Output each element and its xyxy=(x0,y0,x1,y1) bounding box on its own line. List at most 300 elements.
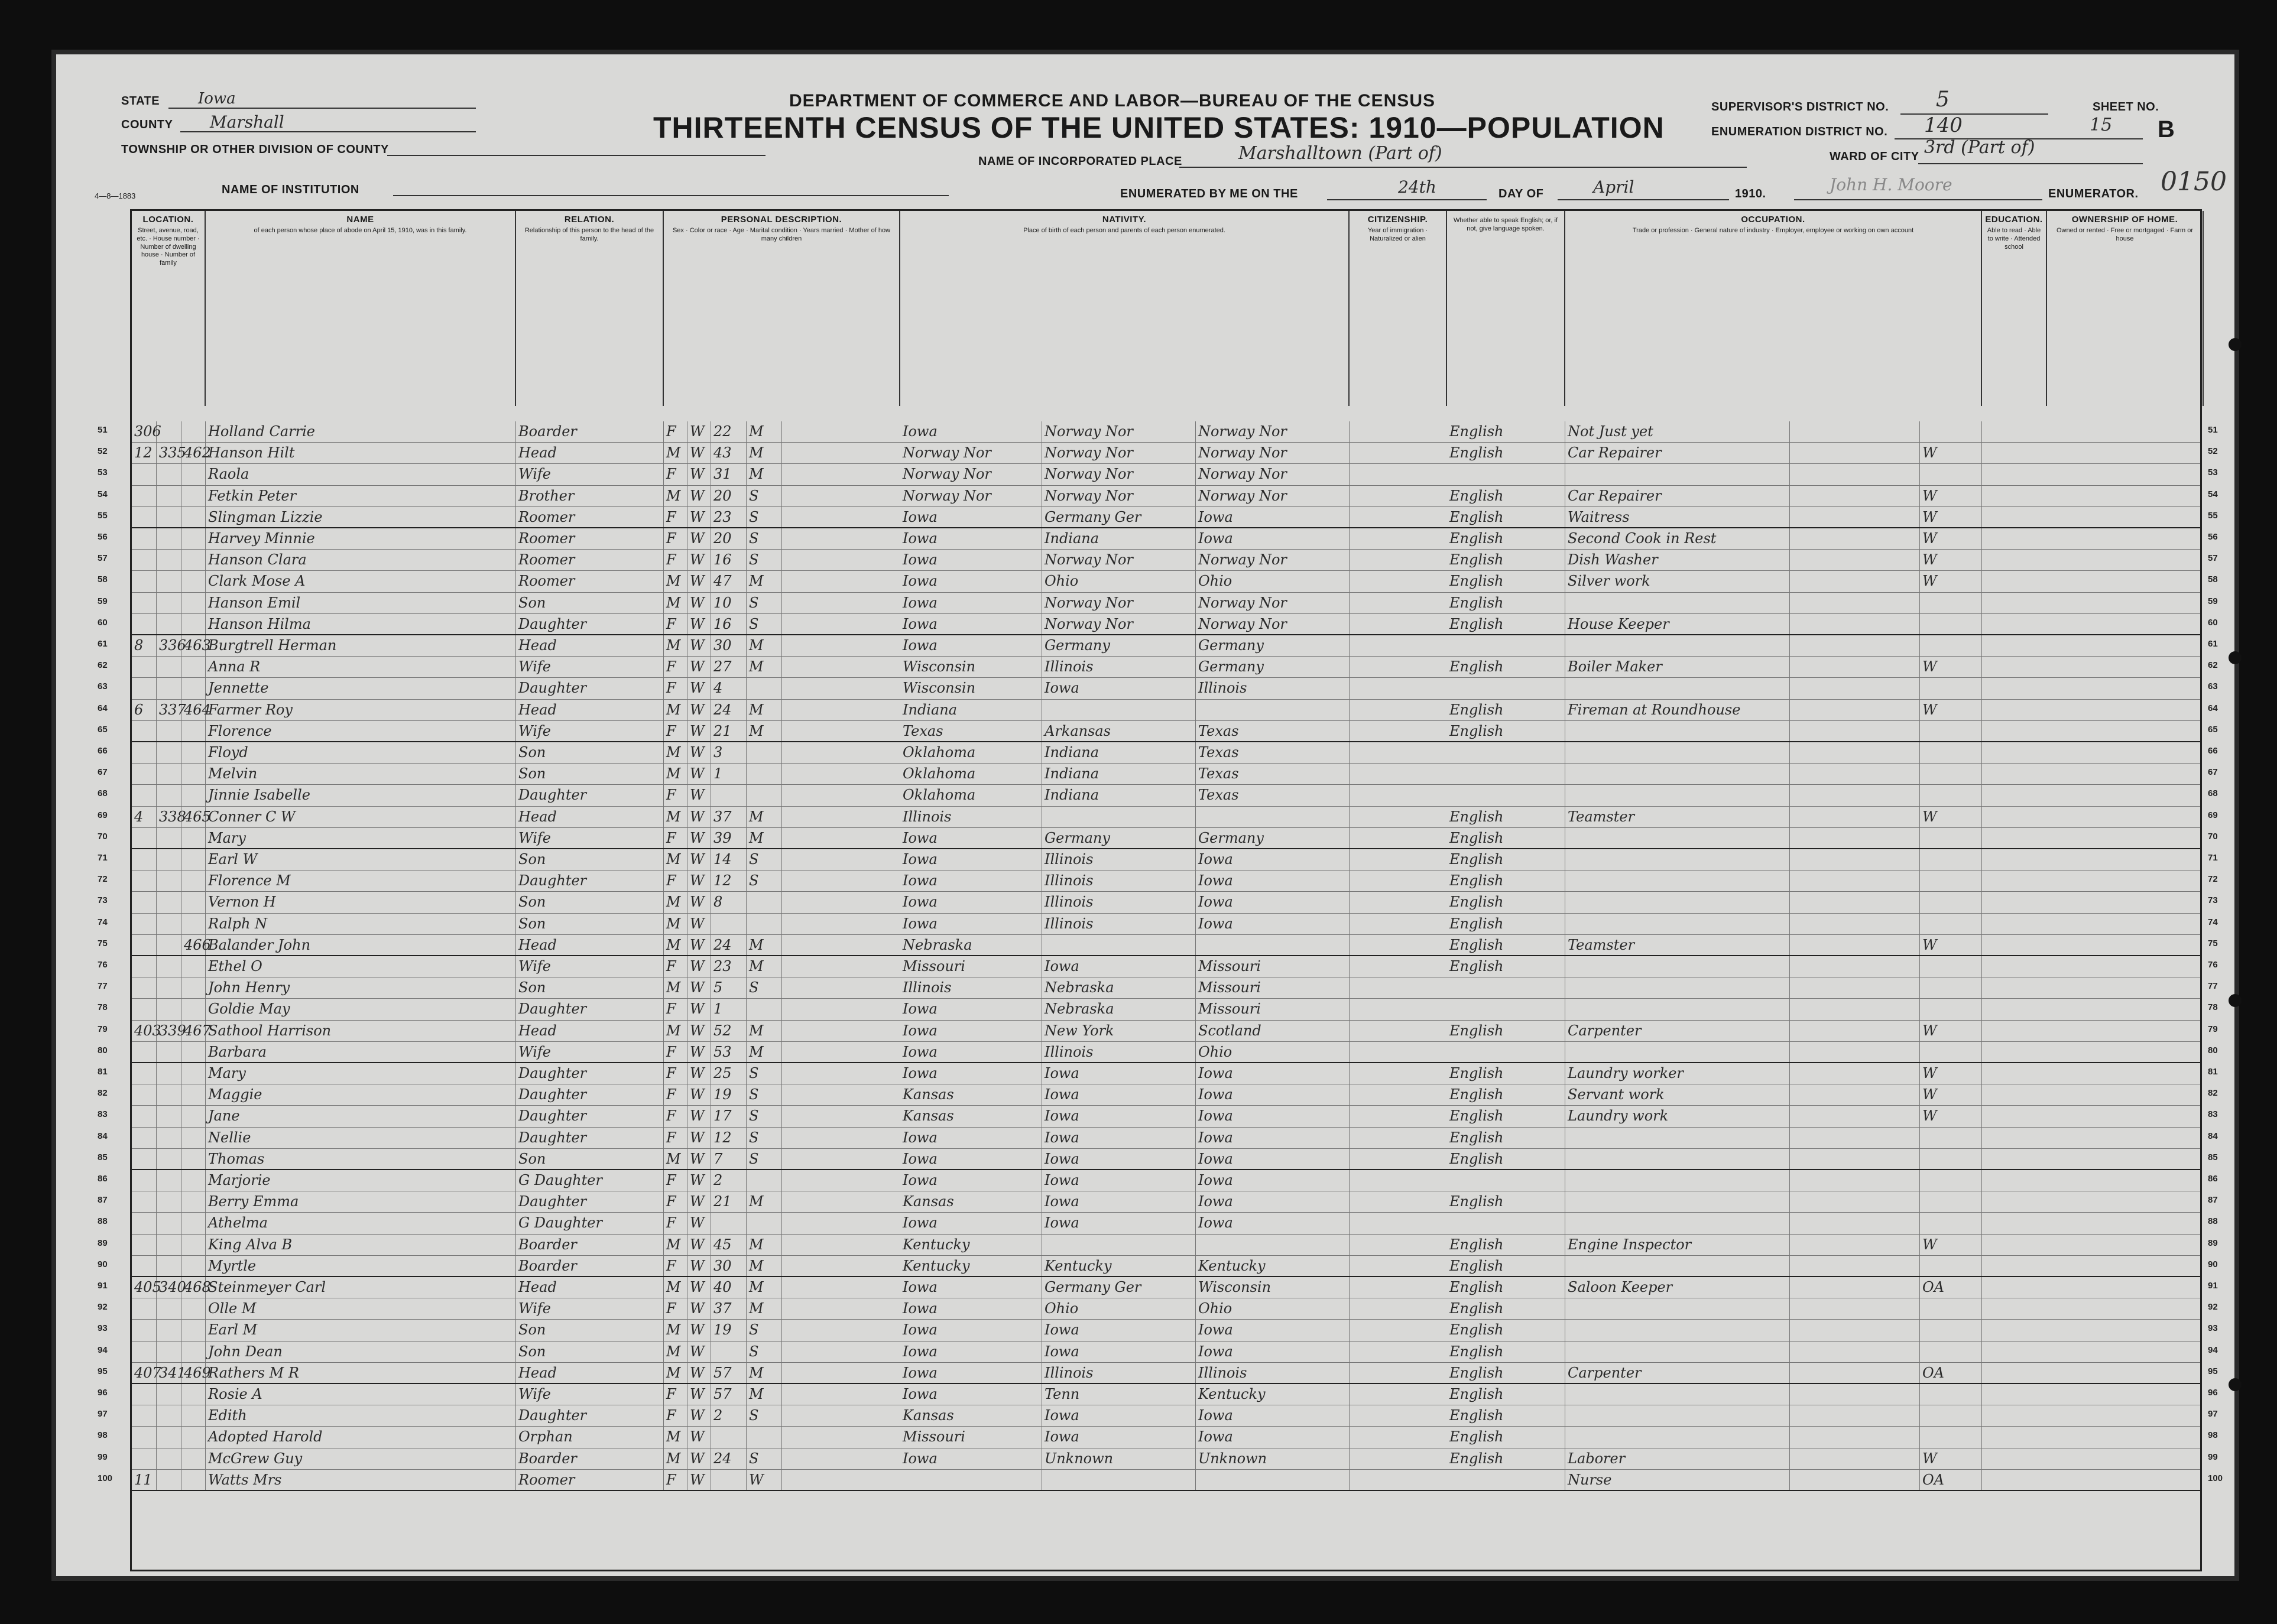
cell-class: W xyxy=(1920,443,1982,463)
cell-age: 3 xyxy=(711,742,747,763)
cell-father: Illinois xyxy=(1042,849,1196,870)
cell-dwelling xyxy=(157,1128,181,1148)
cell-marital: M xyxy=(747,464,782,485)
cell-industry xyxy=(1790,1084,1920,1105)
cell-color: W xyxy=(687,1084,711,1105)
cell-birth: Iowa xyxy=(900,550,1042,570)
cell-family xyxy=(181,721,206,741)
cell-dwelling xyxy=(157,1256,181,1276)
cell-age: 1 xyxy=(711,764,747,784)
cell-trade: House Keeper xyxy=(1565,614,1790,634)
stamp-number: 0150 xyxy=(2161,167,2227,197)
cell-father: Illinois xyxy=(1042,657,1196,677)
cell-marital: M xyxy=(747,657,782,677)
cell-class: W xyxy=(1920,935,1982,955)
line-number: 89 xyxy=(98,1238,108,1248)
cell-name: Earl W xyxy=(206,849,516,870)
cell-family xyxy=(181,892,206,912)
line-number: 64 xyxy=(2208,703,2218,713)
cell-dwelling xyxy=(157,892,181,912)
line-number: 62 xyxy=(2208,660,2218,671)
table-row xyxy=(132,1021,2200,1042)
cell-industry xyxy=(1790,785,1920,805)
cell-birth xyxy=(900,1470,1042,1490)
cell-relation: Boarder xyxy=(516,1256,664,1276)
cell-industry xyxy=(1790,1235,1920,1255)
cell-color: W xyxy=(687,1106,711,1126)
line-number: 59 xyxy=(2208,596,2218,606)
cell-age: 14 xyxy=(711,849,747,870)
table-row xyxy=(132,1448,2200,1470)
cell-marital: M xyxy=(747,1021,782,1041)
cell-trade: Saloon Keeper xyxy=(1565,1277,1790,1298)
ward-label: WARD OF CITY xyxy=(1830,150,1919,163)
cell-house xyxy=(132,507,157,527)
line-number: 99 xyxy=(98,1451,108,1462)
table-row xyxy=(132,1256,2200,1277)
cell-sex: M xyxy=(664,1320,687,1340)
cell-lang: English xyxy=(1447,1298,1565,1319)
census-table xyxy=(130,209,2202,1571)
cell-birth: Iowa xyxy=(900,1170,1042,1191)
cell-dwelling xyxy=(157,464,181,485)
cell-marital: M xyxy=(747,1256,782,1276)
cell-father: New York xyxy=(1042,1021,1196,1041)
cell-industry xyxy=(1790,1277,1920,1298)
cell-trade: Carpenter xyxy=(1565,1363,1790,1383)
cell-sex: F xyxy=(664,1084,687,1105)
cell-family: 462 xyxy=(181,443,206,463)
cell-relation: Wife xyxy=(516,657,664,677)
cell-birth: Missouri xyxy=(900,956,1042,977)
cell-dwelling xyxy=(157,999,181,1019)
cell-house xyxy=(132,828,157,848)
cell-father: Illinois xyxy=(1042,871,1196,891)
cell-color: W xyxy=(687,464,711,485)
supervisor-value: 5 xyxy=(1936,87,1950,112)
cell-house xyxy=(132,1149,157,1169)
cell-class xyxy=(1920,1149,1982,1169)
cell-lang xyxy=(1447,1042,1565,1062)
line-number: 52 xyxy=(98,446,108,457)
cell-industry xyxy=(1790,1149,1920,1169)
cell-mother: Iowa xyxy=(1196,1106,1350,1126)
cell-name: Clark Mose A xyxy=(206,571,516,592)
cell-age: 22 xyxy=(711,421,747,442)
cell-trade: Laundry work xyxy=(1565,1106,1790,1126)
cell-marital: S xyxy=(747,977,782,998)
cell-name: Earl M xyxy=(206,1320,516,1340)
cell-father: Iowa xyxy=(1042,1149,1196,1169)
line-number: 83 xyxy=(98,1109,108,1120)
table-row xyxy=(132,1213,2200,1234)
cell-industry xyxy=(1790,1427,1920,1447)
cell-lang: English xyxy=(1447,657,1565,677)
cell-name: Jinnie Isabelle xyxy=(206,785,516,805)
table-row xyxy=(132,464,2200,485)
cell-color: W xyxy=(687,956,711,977)
cell-dwelling xyxy=(157,528,181,549)
cell-dwelling xyxy=(157,1042,181,1062)
cell-father: Illinois xyxy=(1042,892,1196,912)
table-row xyxy=(132,1363,2200,1384)
cell-dwelling xyxy=(157,1149,181,1169)
cell-lang: English xyxy=(1447,1128,1565,1148)
column-group-caption: Year of immigration · Naturalized or alien xyxy=(1367,227,1428,242)
cell-class xyxy=(1920,999,1982,1019)
cell-color: W xyxy=(687,977,711,998)
cell-family xyxy=(181,593,206,613)
line-number: 64 xyxy=(98,703,108,713)
cell-marital xyxy=(747,678,782,699)
cell-lang xyxy=(1447,1470,1565,1490)
cell-marital: M xyxy=(747,421,782,442)
cell-class xyxy=(1920,828,1982,848)
cell-lang xyxy=(1447,1170,1565,1191)
line-number: 74 xyxy=(2208,917,2218,927)
line-number: 93 xyxy=(98,1323,108,1334)
cell-sex: F xyxy=(664,528,687,549)
cell-name: Farmer Roy xyxy=(206,700,516,720)
cell-lang: English xyxy=(1447,1427,1565,1447)
cell-lang: English xyxy=(1447,1235,1565,1255)
cell-house xyxy=(132,1256,157,1276)
cell-marital: S xyxy=(747,1342,782,1362)
cell-relation: Wife xyxy=(516,721,664,741)
cell-age: 24 xyxy=(711,935,747,955)
cell-family xyxy=(181,657,206,677)
cell-age xyxy=(711,1342,747,1362)
table-row xyxy=(132,1106,2200,1127)
cell-family xyxy=(181,1342,206,1362)
cell-mother: Norway Nor xyxy=(1196,464,1350,485)
cell-family xyxy=(181,956,206,977)
cell-class: W xyxy=(1920,528,1982,549)
cell-name: John Henry xyxy=(206,977,516,998)
line-number: 92 xyxy=(2208,1302,2218,1313)
cell-house xyxy=(132,1405,157,1426)
cell-color: W xyxy=(687,1213,711,1233)
cell-color: W xyxy=(687,1235,711,1255)
cell-house xyxy=(132,977,157,998)
cell-industry xyxy=(1790,956,1920,977)
table-row xyxy=(132,1384,2200,1405)
cell-color: W xyxy=(687,935,711,955)
cell-name: McGrew Guy xyxy=(206,1448,516,1469)
table-row xyxy=(132,764,2200,785)
cell-house xyxy=(132,614,157,634)
cell-lang: English xyxy=(1447,1106,1565,1126)
cell-sex: M xyxy=(664,1342,687,1362)
cell-age: 12 xyxy=(711,871,747,891)
cell-lang: English xyxy=(1447,828,1565,848)
column-group-header xyxy=(516,211,664,406)
cell-color: W xyxy=(687,550,711,570)
cell-dwelling xyxy=(157,871,181,891)
cell-trade xyxy=(1565,914,1790,934)
cell-house xyxy=(132,1320,157,1340)
line-number: 96 xyxy=(2208,1388,2218,1398)
cell-age: 23 xyxy=(711,507,747,527)
month-value: April xyxy=(1593,177,1634,197)
year-label: 1910. xyxy=(1735,187,1766,200)
column-group-caption: Whether able to speak English; or, if not, give language spoken. xyxy=(1453,217,1558,232)
column-group-header xyxy=(132,211,206,406)
cell-relation: Roomer xyxy=(516,528,664,549)
line-number: 77 xyxy=(2208,981,2218,992)
cell-name: Florence M xyxy=(206,871,516,891)
cell-birth: Iowa xyxy=(900,999,1042,1019)
cell-name: Rosie A xyxy=(206,1384,516,1405)
cell-marital xyxy=(747,999,782,1019)
cell-marital xyxy=(747,785,782,805)
cell-dwelling xyxy=(157,828,181,848)
cell-lang xyxy=(1447,999,1565,1019)
cell-age: 39 xyxy=(711,828,747,848)
cell-name: Floyd xyxy=(206,742,516,763)
cell-sex: F xyxy=(664,1213,687,1233)
cell-age: 40 xyxy=(711,1277,747,1298)
cell-family xyxy=(181,1470,206,1490)
line-number: 67 xyxy=(2208,767,2218,778)
cell-class xyxy=(1920,1256,1982,1276)
cell-color: W xyxy=(687,528,711,549)
cell-color: W xyxy=(687,507,711,527)
cell-house: 403 xyxy=(132,1021,157,1041)
column-group-name: NATIVITY. xyxy=(1102,215,1147,225)
cell-name: Balander John xyxy=(206,935,516,955)
cell-house xyxy=(132,678,157,699)
cell-lang: English xyxy=(1447,849,1565,870)
cell-sex: M xyxy=(664,1021,687,1041)
cell-sex: M xyxy=(664,742,687,763)
cell-dwelling: 335 xyxy=(157,443,181,463)
cell-class xyxy=(1920,849,1982,870)
line-number: 70 xyxy=(98,831,108,842)
cell-birth: Oklahoma xyxy=(900,764,1042,784)
cell-father: Iowa xyxy=(1042,956,1196,977)
line-number: 95 xyxy=(98,1366,108,1376)
cell-trade xyxy=(1565,1213,1790,1233)
cell-color: W xyxy=(687,1320,711,1340)
cell-class: OA xyxy=(1920,1363,1982,1383)
cell-name: Raola xyxy=(206,464,516,485)
cell-trade xyxy=(1565,1342,1790,1362)
cell-relation: Daughter xyxy=(516,999,664,1019)
cell-house xyxy=(132,892,157,912)
cell-marital xyxy=(747,1427,782,1447)
cell-father: Indiana xyxy=(1042,785,1196,805)
table-row xyxy=(132,528,2200,550)
cell-lang: English xyxy=(1447,1084,1565,1105)
table-row xyxy=(132,1298,2200,1320)
cell-industry xyxy=(1790,700,1920,720)
line-number: 68 xyxy=(2208,788,2218,799)
cell-industry xyxy=(1790,614,1920,634)
cell-marital: S xyxy=(747,871,782,891)
cell-relation: Brother xyxy=(516,486,664,506)
cell-class: W xyxy=(1920,1021,1982,1041)
table-row xyxy=(132,721,2200,742)
county-label: COUNTY xyxy=(121,118,173,131)
cell-house xyxy=(132,1042,157,1062)
cell-relation: Daughter xyxy=(516,1128,664,1148)
cell-father: Iowa xyxy=(1042,1342,1196,1362)
cell-lang: English xyxy=(1447,721,1565,741)
cell-trade: Boiler Maker xyxy=(1565,657,1790,677)
line-number: 71 xyxy=(98,853,108,863)
cell-marital: S xyxy=(747,486,782,506)
line-number: 56 xyxy=(98,532,108,542)
cell-sex: M xyxy=(664,1235,687,1255)
cell-mother xyxy=(1196,1235,1350,1255)
cell-industry xyxy=(1790,421,1920,442)
enumerator-name: John H. Moore xyxy=(1830,175,1952,194)
column-group-header xyxy=(2047,211,2204,406)
cell-trade: Laundry worker xyxy=(1565,1063,1790,1084)
cell-age: 31 xyxy=(711,464,747,485)
cell-industry xyxy=(1790,1405,1920,1426)
cell-name: Melvin xyxy=(206,764,516,784)
cell-dwelling xyxy=(157,507,181,527)
cell-relation: Son xyxy=(516,1320,664,1340)
line-number: 55 xyxy=(2208,510,2218,521)
cell-industry xyxy=(1790,1170,1920,1191)
cell-sex: F xyxy=(664,1470,687,1490)
cell-trade xyxy=(1565,956,1790,977)
cell-house xyxy=(132,550,157,570)
cell-class xyxy=(1920,914,1982,934)
cell-marital: S xyxy=(747,1149,782,1169)
cell-age: 16 xyxy=(711,614,747,634)
cell-industry xyxy=(1790,486,1920,506)
cell-color: W xyxy=(687,1277,711,1298)
cell-birth: Norway Nor xyxy=(900,464,1042,485)
cell-industry xyxy=(1790,721,1920,741)
table-row xyxy=(132,892,2200,913)
cell-mother: Scotland xyxy=(1196,1021,1350,1041)
table-row xyxy=(132,1170,2200,1191)
table-row xyxy=(132,871,2200,892)
cell-family xyxy=(181,421,206,442)
cell-birth: Iowa xyxy=(900,849,1042,870)
cell-mother: Illinois xyxy=(1196,678,1350,699)
cell-age: 24 xyxy=(711,700,747,720)
table-row xyxy=(132,1277,2200,1298)
cell-class: W xyxy=(1920,1448,1982,1469)
cell-class xyxy=(1920,871,1982,891)
cell-marital: S xyxy=(747,593,782,613)
cell-birth: Iowa xyxy=(900,528,1042,549)
cell-industry xyxy=(1790,1021,1920,1041)
cell-mother: Norway Nor xyxy=(1196,486,1350,506)
line-number: 100 xyxy=(98,1473,113,1483)
enumerator-label: ENUMERATOR. xyxy=(2048,187,2139,200)
cell-name: Watts Mrs xyxy=(206,1470,516,1490)
table-row xyxy=(132,1235,2200,1256)
line-number: 52 xyxy=(2208,446,2218,457)
cell-lang: English xyxy=(1447,1363,1565,1383)
cell-lang xyxy=(1447,464,1565,485)
cell-name: Fetkin Peter xyxy=(206,486,516,506)
cell-family xyxy=(181,1149,206,1169)
table-row xyxy=(132,956,2200,977)
cell-class xyxy=(1920,1042,1982,1062)
cell-name: Jennette xyxy=(206,678,516,699)
line-number: 67 xyxy=(98,767,108,778)
cell-color: W xyxy=(687,657,711,677)
cell-family xyxy=(181,1320,206,1340)
cell-class: W xyxy=(1920,1235,1982,1255)
cell-industry xyxy=(1790,1470,1920,1490)
binder-hole-icon xyxy=(2229,651,2242,664)
cell-trade xyxy=(1565,593,1790,613)
cell-sex: M xyxy=(664,1427,687,1447)
cell-dwelling xyxy=(157,849,181,870)
line-number: 99 xyxy=(2208,1451,2218,1462)
cell-mother: Missouri xyxy=(1196,999,1350,1019)
cell-sex: F xyxy=(664,721,687,741)
cell-trade: Teamster xyxy=(1565,807,1790,827)
line-number: 88 xyxy=(2208,1216,2218,1227)
cell-family xyxy=(181,1298,206,1319)
cell-lang: English xyxy=(1447,892,1565,912)
cell-marital: S xyxy=(747,1063,782,1084)
cell-industry xyxy=(1790,1063,1920,1084)
cell-color: W xyxy=(687,635,711,656)
column-group-name: RELATION. xyxy=(564,215,615,225)
line-number: 87 xyxy=(98,1195,108,1206)
cell-sex: F xyxy=(664,1128,687,1148)
table-row xyxy=(132,1191,2200,1213)
cell-family: 468 xyxy=(181,1277,206,1298)
cell-industry xyxy=(1790,935,1920,955)
cell-relation: Orphan xyxy=(516,1427,664,1447)
cell-age: 12 xyxy=(711,1128,747,1148)
cell-name: Holland Carrie xyxy=(206,421,516,442)
cell-birth: Iowa xyxy=(900,1448,1042,1469)
table-row xyxy=(132,1320,2200,1341)
cell-color: W xyxy=(687,443,711,463)
cell-lang: English xyxy=(1447,1191,1565,1212)
cell-birth: Oklahoma xyxy=(900,742,1042,763)
cell-mother: Unknown xyxy=(1196,1448,1350,1469)
line-number: 66 xyxy=(98,746,108,756)
cell-trade xyxy=(1565,1191,1790,1212)
cell-color: W xyxy=(687,421,711,442)
cell-class xyxy=(1920,1320,1982,1340)
cell-mother: Norway Nor xyxy=(1196,443,1350,463)
cell-class: W xyxy=(1920,657,1982,677)
cell-class xyxy=(1920,764,1982,784)
enumeration-district-value: 140 xyxy=(1924,113,1963,137)
cell-class: W xyxy=(1920,507,1982,527)
cell-lang: English xyxy=(1447,571,1565,592)
cell-father: Kentucky xyxy=(1042,1256,1196,1276)
cell-trade: Servant work xyxy=(1565,1084,1790,1105)
cell-father: Germany xyxy=(1042,828,1196,848)
cell-industry xyxy=(1790,1320,1920,1340)
cell-family xyxy=(181,1235,206,1255)
table-row xyxy=(132,1342,2200,1363)
cell-relation: Head xyxy=(516,807,664,827)
cell-age: 53 xyxy=(711,1042,747,1062)
cell-relation: Wife xyxy=(516,1384,664,1405)
cell-relation: Head xyxy=(516,935,664,955)
cell-color: W xyxy=(687,871,711,891)
cell-family xyxy=(181,828,206,848)
cell-sex: F xyxy=(664,550,687,570)
